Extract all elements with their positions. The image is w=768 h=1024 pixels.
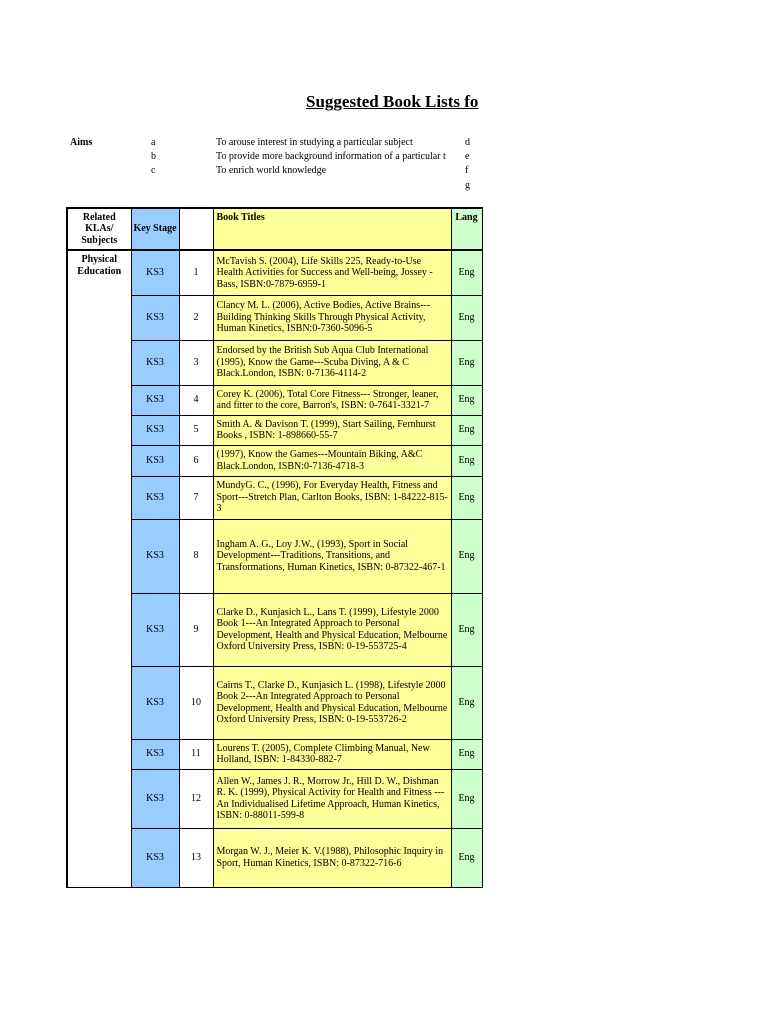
- row-number-cell: 3: [179, 340, 213, 385]
- key-stage-cell: KS3: [131, 415, 179, 445]
- book-title-cell: Clarke D., Kunjasich L., Lans T. (1999), Lifestyle 2000 Book 1---An Integrated Approach to Personal Development, Health and Physical Education, Melbourne Oxford University Press, ISBN: 0-19-553725-4: [213, 593, 451, 666]
- row-number-cell: 13: [179, 828, 213, 887]
- aim-letter: c: [151, 165, 156, 176]
- aim-letter-secondary: f: [465, 165, 469, 176]
- book-title-cell: Cairns T., Clarke D., Kunjasich L. (1998), Lifestyle 2000 Book 2---An Integrated Approach to Personal Development, Health and Physical Education, Melbourne Oxford University Press, ISBN: 0-19-553726-2: [213, 666, 451, 739]
- table-row: [67, 250, 482, 295]
- book-rows: [67, 250, 482, 887]
- row-number-cell: 12: [179, 769, 213, 828]
- language-cell: Eng: [451, 415, 482, 445]
- language-cell: Eng: [451, 593, 482, 666]
- aim-letter-secondary: d: [465, 137, 470, 148]
- key-stage-cell: KS3: [131, 739, 179, 769]
- key-stage-cell: KS3: [131, 666, 179, 739]
- language-cell: Eng: [451, 295, 482, 340]
- key-stage-cell: KS3: [131, 445, 179, 476]
- aim-text: To provide more background information of a particular t: [216, 151, 446, 162]
- book-title-cell: (1997), Know the Games---Mountain Biking, A&C Black.London, ISBN:0-7136-4718-3: [213, 445, 451, 476]
- book-title-cell: Smith A. & Davison T. (1999), Start Sailing, Fernhurst Books , ISBN: 1-898660-55-7: [213, 415, 451, 445]
- row-number-cell: 6: [179, 445, 213, 476]
- language-cell: Eng: [451, 385, 482, 415]
- header-book-titles: Book Titles: [213, 208, 451, 250]
- aims-label: Aims: [70, 137, 93, 148]
- book-title-cell: MundyG. C., (1996), For Everyday Health, Fitness and Sport---Stretch Plan, Carlton Books, ISBN: 1-84222-815-3: [213, 476, 451, 519]
- aim-letter: a: [151, 137, 156, 148]
- language-cell: Eng: [451, 769, 482, 828]
- key-stage-cell: KS3: [131, 593, 179, 666]
- aim-letter-secondary: g: [465, 180, 470, 191]
- row-number-cell: 9: [179, 593, 213, 666]
- key-stage-cell: KS3: [131, 295, 179, 340]
- header-language: Lang: [451, 208, 482, 250]
- book-title-cell: McTavish S. (2004), Life Skills 225, Ready-to-Use Health Activities for Success and Well-being, Jossey - Bass, ISBN:0-7879-6959-1: [213, 250, 451, 295]
- key-stage-cell: KS3: [131, 828, 179, 887]
- row-number-cell: 2: [179, 295, 213, 340]
- book-title-cell: Lourens T. (2005), Complete Climbing Manual, New Holland, ISBN: 1-84330-882-7: [213, 739, 451, 769]
- book-title-cell: Corey K. (2006), Total Core Fitness--- Stronger, leaner, and fitter to the core, Barron's, ISBN: 0-7641-3321-7: [213, 385, 451, 415]
- kla-subject-cell: Physical Education: [67, 250, 131, 887]
- row-number-cell: 1: [179, 250, 213, 295]
- row-number-cell: 4: [179, 385, 213, 415]
- aim-text: To enrich world knowledge: [216, 165, 327, 176]
- row-number-cell: 8: [179, 519, 213, 593]
- header-number: [179, 208, 213, 250]
- language-cell: Eng: [451, 666, 482, 739]
- key-stage-cell: KS3: [131, 476, 179, 519]
- key-stage-cell: KS3: [131, 769, 179, 828]
- key-stage-cell: KS3: [131, 250, 179, 295]
- book-title-cell: Allen W., James J. R., Morrow Jr., Hill D. W., Dishman R. K. (1999), Physical Activity for Health and Fitness ---An Individualised Lifetime Approach, Human Kinetics, ISBN: 0-88011-599-8: [213, 769, 451, 828]
- language-cell: Eng: [451, 340, 482, 385]
- page-title: Suggested Book Lists fo: [306, 92, 479, 111]
- language-cell: Eng: [451, 250, 482, 295]
- language-cell: Eng: [451, 445, 482, 476]
- key-stage-cell: KS3: [131, 340, 179, 385]
- header-related-klas: Related KLAs/ Subjects: [67, 208, 131, 250]
- language-cell: Eng: [451, 476, 482, 519]
- row-number-cell: 5: [179, 415, 213, 445]
- language-cell: Eng: [451, 519, 482, 593]
- key-stage-cell: KS3: [131, 519, 179, 593]
- aim-letter: b: [151, 151, 156, 162]
- language-cell: Eng: [451, 828, 482, 887]
- row-number-cell: 10: [179, 666, 213, 739]
- header-key-stage: Key Stage: [131, 208, 179, 250]
- book-title-cell: Ingham A. G., Loy J.W., (1993), Sport in Social Development---Traditions, Transitions, and Transformations, Human Kinetics, ISBN: 0-87322-467-1: [213, 519, 451, 593]
- row-number-cell: 7: [179, 476, 213, 519]
- book-title-cell: Clancy M. L. (2006), Active Bodies, Active Brains---Building Thinking Skills Through Physical Activity, Human Kinetics, ISBN:0-7360-5096-5: [213, 295, 451, 340]
- book-list-table: [66, 207, 483, 888]
- aim-text: To arouse interest in studying a particular subject: [216, 137, 413, 148]
- language-cell: Eng: [451, 739, 482, 769]
- book-title-cell: Morgan W. J., Meier K. V.(1988), Philosophic Inquiry in Sport, Human Kinetics, ISBN: 0-87322-716-6: [213, 828, 451, 887]
- row-number-cell: 11: [179, 739, 213, 769]
- key-stage-cell: KS3: [131, 385, 179, 415]
- book-title-cell: Endorsed by the British Sub Aqua Club International (1995), Know the Game---Scuba Diving, A & C Black.London, ISBN: 0-7136-4114-2: [213, 340, 451, 385]
- aim-letter-secondary: e: [465, 151, 470, 162]
